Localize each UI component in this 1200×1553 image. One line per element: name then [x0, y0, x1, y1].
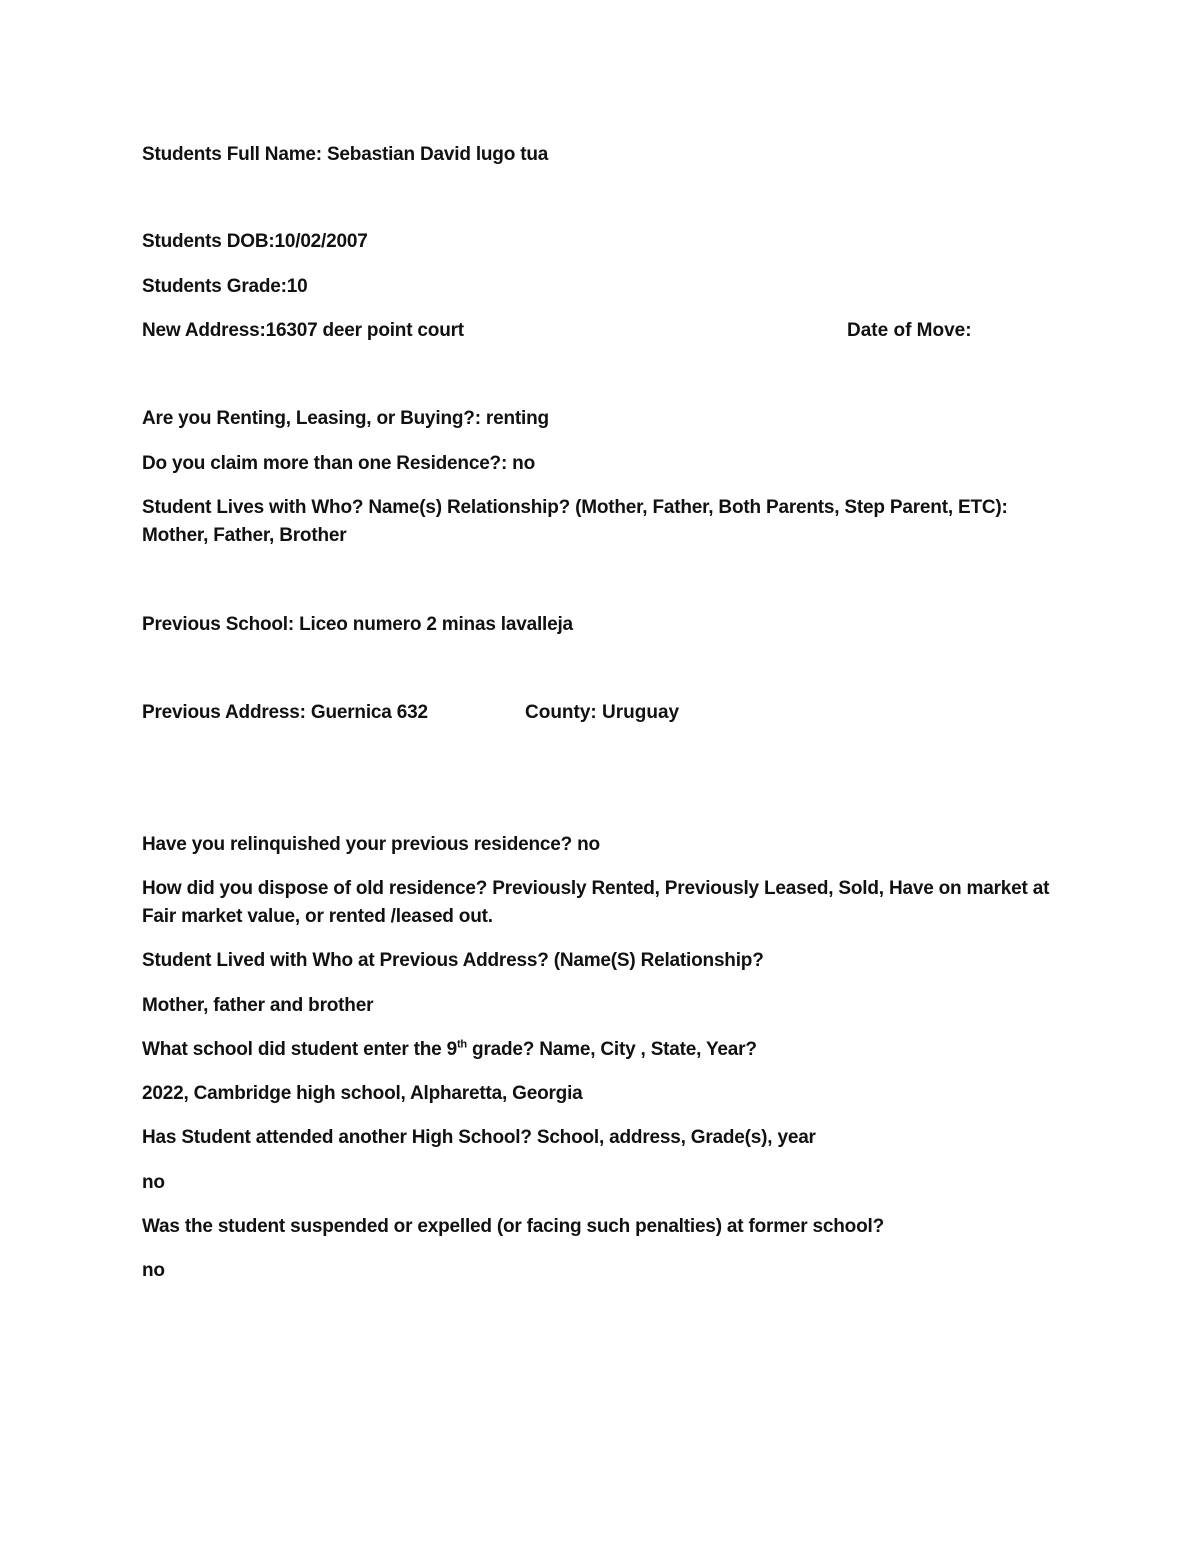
multiple-residence-line: Do you claim more than one Residence?: no [142, 453, 535, 474]
new-address-line: New Address:16307 deer point court [142, 320, 464, 341]
previous-address-line: Previous Address: Guernica 632 [142, 702, 428, 723]
lives-with-answer: Mother, Father, Brother [142, 525, 347, 546]
dispose-question-line1: How did you dispose of old residence? Previously Rented, Previously Leased, Sold, Have on market at [142, 878, 1050, 899]
lived-with-previous-answer: Mother, father and brother [142, 995, 374, 1016]
other-high-school-question: Has Student attended another High School? School, address, Grade(s), year [142, 1127, 816, 1148]
county-line: County: Uruguay [525, 702, 680, 723]
relinquished-line: Have you relinquished your previous residence? no [142, 834, 600, 855]
ninth-grade-question-post: grade? Name, City , State, Year? [466, 1039, 757, 1060]
dob-line: Students DOB:10/02/2007 [142, 231, 368, 252]
grade-line: Students Grade:10 [142, 276, 308, 297]
ninth-grade-question [142, 1036, 757, 1064]
ninth-grade-answer: 2022, Cambridge high school, Alpharetta, Georgia [142, 1083, 583, 1104]
suspended-answer: no [142, 1260, 165, 1281]
ninth-grade-superscript: th [456, 1038, 467, 1051]
other-high-school-answer: no [142, 1172, 165, 1193]
suspended-question: Was the student suspended or expelled (or facing such penalties) at former school? [142, 1216, 884, 1237]
date-of-move-line: Date of Move: [847, 320, 972, 341]
dispose-question-line2: Fair market value, or rented /leased out. [142, 906, 493, 927]
previous-school-line: Previous School: Liceo numero 2 minas lavalleja [142, 614, 573, 635]
lived-with-previous-question: Student Lived with Who at Previous Address? (Name(S) Relationship? [142, 950, 764, 971]
lives-with-question: Student Lives with Who? Name(s) Relationship? (Mother, Father, Both Parents, Step Parent, ETC): [142, 497, 1008, 518]
full-name-line: Students Full Name: Sebastian David lugo tua [142, 144, 549, 165]
renting-line: Are you Renting, Leasing, or Buying?: renting [142, 408, 549, 429]
ninth-grade-question-pre: What school did student enter the 9 [142, 1039, 457, 1060]
